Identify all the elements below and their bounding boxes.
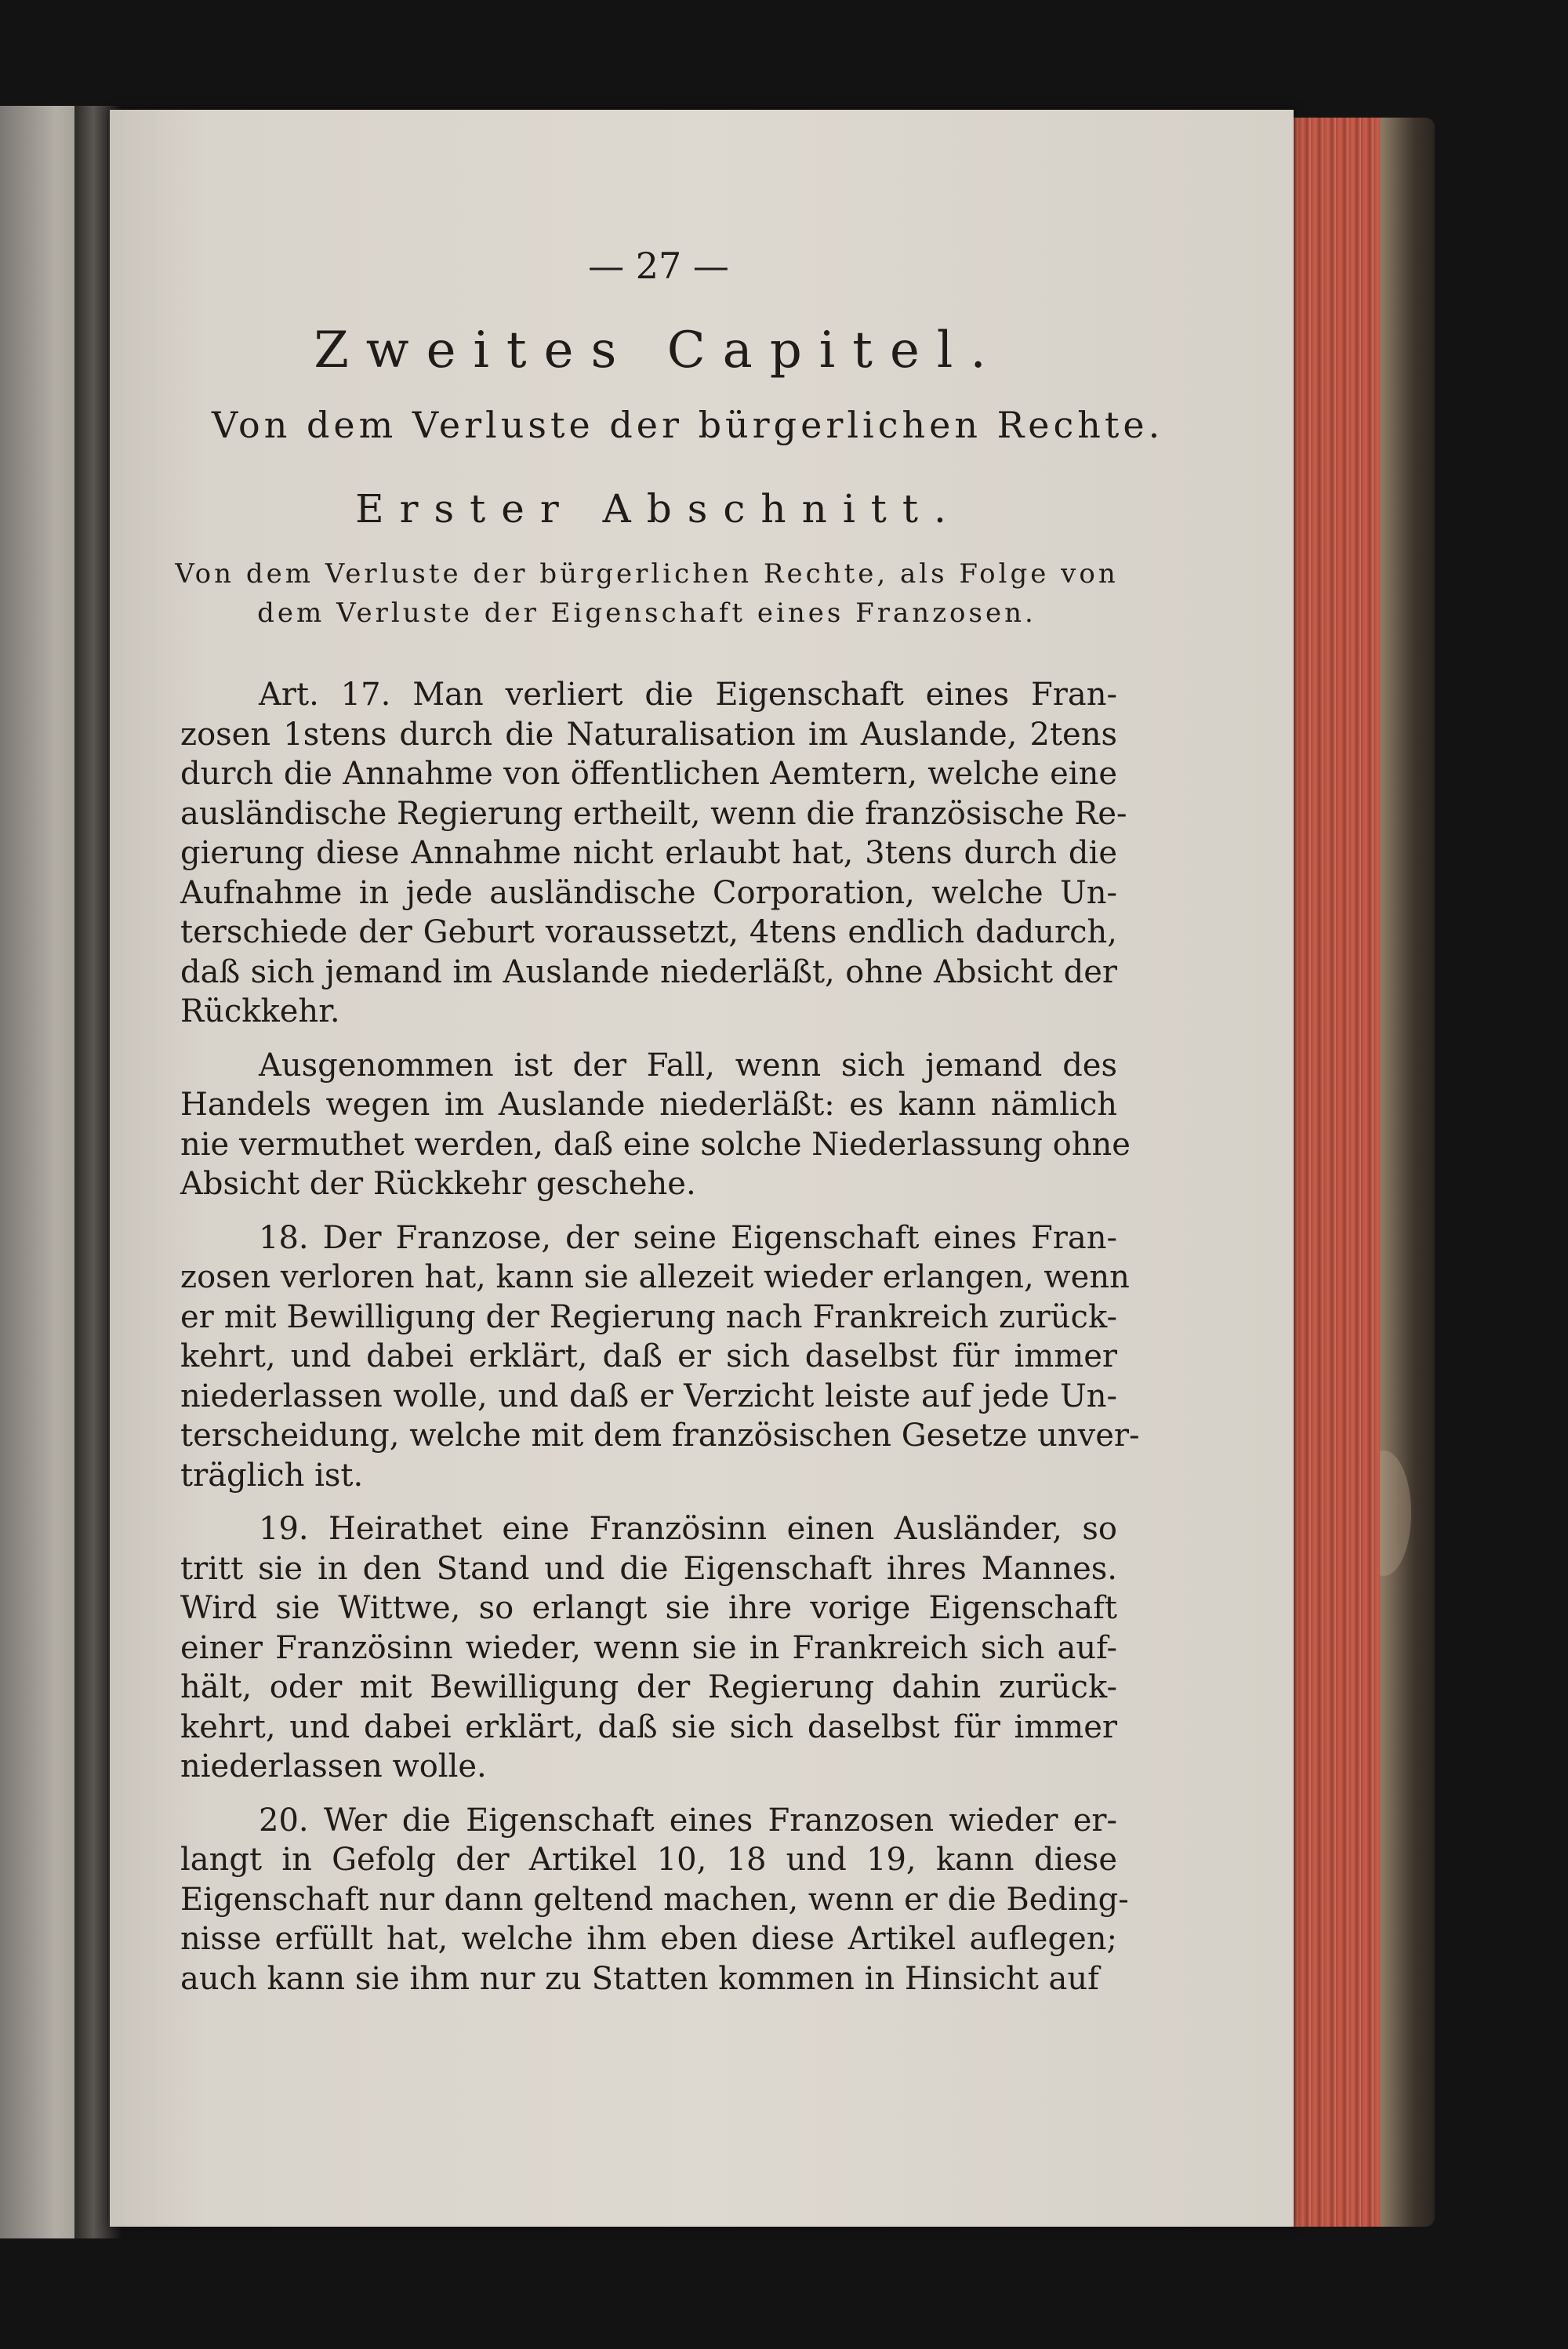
red-page-edges [1286,118,1380,2227]
paragraph-1-line: Art. 17. Man verliert die Eigenschaft eines Fran- [259,677,1117,713]
paragraph-1-line: Aufnahme in jede ausländische Corporation, welche Un- [180,875,1117,911]
paragraph-5-line: 20. Wer die Eigenschaft eines Franzosen wieder er- [259,1803,1117,1839]
paragraph-2-line: Absicht der Rückkehr geschehe. [180,1166,696,1202]
paragraph-1-line: ausländische Regierung ertheilt, wenn die französische Re- [180,796,1127,832]
paragraph-4-line: hält, oder mit Bewilligung der Regierung dahin zurück- [180,1669,1117,1705]
paragraph-5-line: auch kann sie ihm nur zu Statten kommen in Hinsicht auf [180,1961,1099,1997]
page-number: — 27 — [588,245,729,287]
paragraph-3-line: terscheidung, welche mit dem französischen Gesetze unver- [180,1418,1140,1454]
section-subtitle-line: dem Verluste der Eigenschaft eines Franzosen. [257,597,1036,629]
paragraph-5-line: langt in Gefolg der Artikel 10, 18 und 19, kann diese [180,1842,1117,1878]
paragraph-4-line: 19. Heirathet eine Französinn einen Ausländer, so [259,1511,1117,1547]
paragraph-1-line: zosen 1stens durch die Naturalisation im Auslande, 2tens [180,717,1117,753]
paragraph-4-line: niederlassen wolle. [180,1748,487,1784]
chapter-subtitle: Von dem Verluste der bürgerlichen Rechte. [212,404,1164,446]
paragraph-1-line: Rückkehr. [180,993,340,1029]
paragraph-3-line: zosen verloren hat, kann sie allezeit wieder erlangen, wenn [180,1259,1130,1295]
paragraph-3-line: träglich ist. [180,1458,364,1494]
paragraph-3-line: er mit Bewilligung der Regierung nach Frankreich zurück- [180,1299,1117,1335]
paragraph-1-line: terschiede der Geburt voraussetzt, 4tens endlich dadurch, [180,914,1117,950]
paragraph-2-line: nie vermuthet werden, daß eine solche Niederlassung ohne [180,1127,1131,1163]
paragraph-1-line: durch die Annahme von öffentlichen Aemtern, welche eine [180,756,1117,792]
section-subtitle-line: Von dem Verluste der bürgerlichen Rechte, als Folge von [175,558,1119,590]
paragraph-4-line: Wird sie Wittwe, so erlangt sie ihre vorige Eigenschaft [180,1590,1117,1626]
paragraph-1-line: gierung diese Annahme nicht erlaubt hat, 3tens durch die [180,835,1117,871]
paragraph-5-line: nisse erfüllt hat, welche ihm eben diese Artikel auflegen; [180,1921,1117,1957]
paragraph-3-line: kehrt, und dabei erklärt, daß er sich daselbst für immer [180,1338,1117,1374]
paragraph-3-line: niederlassen wolle, und daß er Verzicht leiste auf jede Un- [180,1378,1117,1414]
paragraph-2-line: Ausgenommen ist der Fall, wenn sich jemand des [259,1047,1117,1084]
paragraph-2-line: Handels wegen im Auslande niederläßt: es kann nämlich [180,1087,1117,1123]
paragraph-4-line: kehrt, und dabei erklärt, daß sie sich daselbst für immer [180,1709,1117,1745]
paragraph-1-line: daß sich jemand im Auslande niederläßt, ohne Absicht der [180,954,1117,990]
paragraph-4-line: einer Französinn wieder, wenn sie in Frankreich sich auf- [180,1630,1117,1666]
paragraph-3-line: 18. Der Franzose, der seine Eigenschaft eines Fran- [259,1220,1117,1256]
paragraph-4-line: tritt sie in den Stand und die Eigenschaft ihres Mannes. [180,1551,1117,1587]
section-title: Erster Abschnitt. [355,486,962,532]
chapter-title: Zweites Capitel. [314,321,1004,379]
paragraph-5-line: Eigenschaft nur dann geltend machen, wenn er die Beding- [180,1882,1129,1918]
